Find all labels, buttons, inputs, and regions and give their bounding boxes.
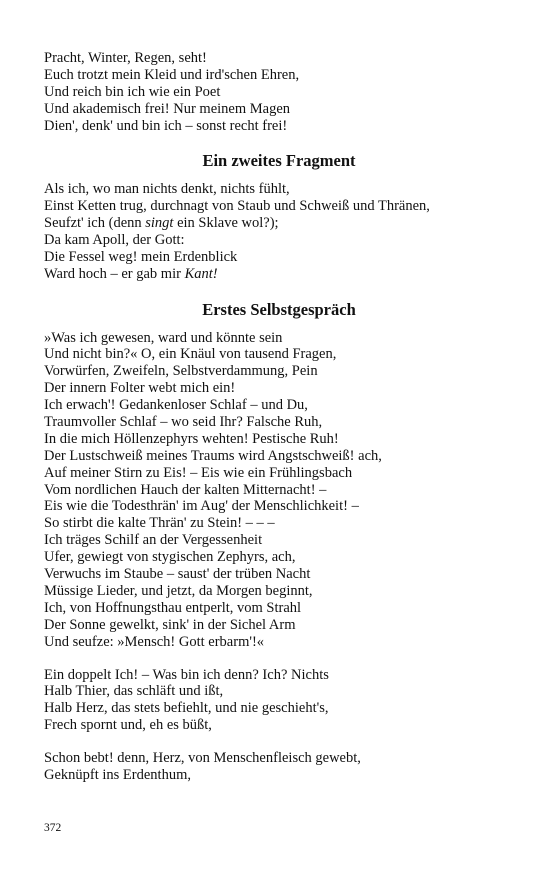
verse-line: Dien', denk' und bin ich – sonst recht frei! <box>44 117 288 134</box>
verse-line: In die mich Höllenzephyrs wehten! Pestische Ruh! <box>44 430 339 447</box>
poem-page <box>44 50 514 784</box>
section-title-erstes-selbstgespraech: Erstes Selbstgespräch <box>202 299 356 319</box>
verse-line: Euch trotzt mein Kleid und ird'schen Ehren, <box>44 66 300 83</box>
verse-line: Verwuchs im Staube – saust' der trüben Nacht <box>44 566 311 583</box>
verse-line: Halb Herz, das stets befiehlt, und nie geschieht's, <box>44 700 329 717</box>
emphasis: Kant! <box>184 265 218 282</box>
verse-line: »Was ich gewesen, ward und könnte sein <box>44 329 283 346</box>
verse-text: Ward hoch – er gab mir <box>44 265 185 282</box>
section-ein-zweites-fragment <box>44 181 514 282</box>
verse-line: Traumvoller Schlaf – wo seid Ihr? Falsche Ruh, <box>44 414 323 431</box>
verse-text: Seufzt' ich (denn <box>44 215 146 232</box>
verse-line: Frech spornt und, eh es büßt, <box>44 717 212 734</box>
verse-line: So stirbt die kalte Thrän' zu Stein! – – – <box>44 515 275 532</box>
section-erstes-selbstgespraech <box>44 330 514 784</box>
verse-line: Und seufze: »Mensch! Gott erbarm'!« <box>44 633 265 650</box>
verse-line: Geknüpft ins Erdenthum, <box>44 766 191 783</box>
verse-line: Müssige Lieder, und jetzt, da Morgen beginnt, <box>44 582 313 599</box>
verse-line: Halb Thier, das schläft und ißt, <box>44 683 224 700</box>
verse-line: Und reich bin ich wie ein Poet <box>44 83 221 100</box>
verse-line: Ein doppelt Ich! – Was bin ich denn? Ich? Nichts <box>44 666 329 683</box>
verse-line: Ich erwach'! Gedankenloser Schlaf – und Du, <box>44 397 308 414</box>
verse-line: Pracht, Winter, Regen, seht! <box>44 50 207 66</box>
stanza <box>44 330 514 651</box>
stanza <box>44 667 514 735</box>
stanza-top <box>44 50 514 134</box>
verse-line: Ich träges Schilf an der Vergessenheit <box>44 532 263 549</box>
verse-line: Der innern Folter webt mich ein! <box>44 380 236 397</box>
page-number: 372 <box>44 822 62 834</box>
verse-line: Ich, von Hoffnungsthau entperlt, vom Strahl <box>44 599 302 616</box>
verse-text: ein Sklave wol?); <box>173 215 279 232</box>
verse-line: Einst Ketten trug, durchnagt von Staub und Schweiß und Thränen, <box>44 198 430 215</box>
emphasis: singt <box>145 215 174 232</box>
verse-line: Da kam Apoll, der Gott: <box>44 232 185 249</box>
verse-line: Vorwürfen, Zweifeln, Selbstverdammung, Pein <box>44 363 318 380</box>
verse-line: Vom nordlichen Hauch der kalten Mitternacht! – <box>44 481 327 498</box>
verse-line: Als ich, wo man nichts denkt, nichts fühlt, <box>44 181 290 198</box>
verse-line <box>44 215 514 232</box>
verse-line: Der Sonne gewelkt, sink' in der Sichel Arm <box>44 616 296 633</box>
verse-line: Und nicht bin?« O, ein Knäul von tausend Fragen, <box>44 346 337 363</box>
verse-line: Auf meiner Stirn zu Eis! – Eis wie ein Frühlingsbach <box>44 464 353 481</box>
verse-line: Ufer, gewiegt von stygischen Zephyrs, ach, <box>44 549 296 566</box>
verse-line: Schon bebt! denn, Herz, von Menschenfleisch gewebt, <box>44 750 361 767</box>
verse-line: Der Lustschweiß meines Traums wird Angstschweiß! ach, <box>44 447 382 464</box>
stanza <box>44 750 514 784</box>
verse-line: Die Fessel weg! mein Erdenblick <box>44 248 238 265</box>
verse-line <box>44 266 514 283</box>
verse-line: Eis wie die Todesthrän' im Aug' der Menschlichkeit! – <box>44 498 359 515</box>
section-title-ein-zweites-fragment: Ein zweites Fragment <box>202 151 356 171</box>
verse-line: Und akademisch frei! Nur meinem Magen <box>44 100 291 117</box>
